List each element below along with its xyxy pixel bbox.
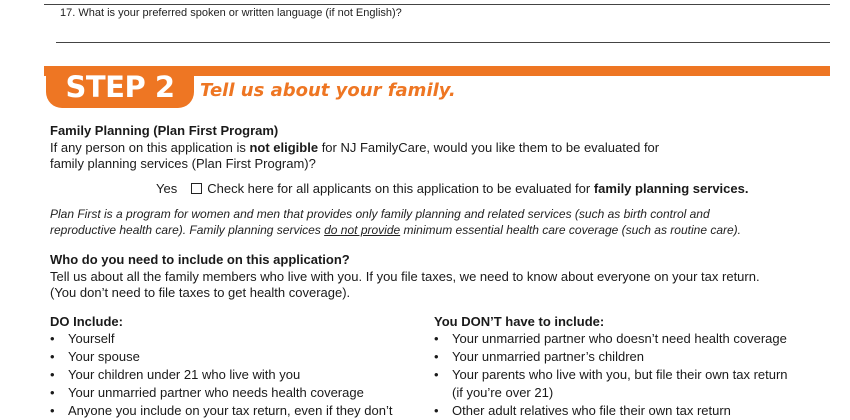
list-item: • Your spouse [46,348,416,366]
fp-question-bold: not eligible [249,140,319,155]
note-underline: do not provide [324,223,401,237]
include-description [50,269,760,301]
list-item-text: Your parents who live with you, but file their own tax return [452,367,788,382]
fp-question-line2: family planning services (Plan First Program)? [50,156,316,171]
list-item: • Other adult relatives who file their own tax return [430,402,830,420]
check-label-bold: family planning services. [593,181,749,196]
step-title: Tell us about your family. [200,80,456,101]
family-planning-question [50,140,659,172]
list-item: • Your unmarried partner who doesn’t need health coverage [430,330,830,348]
list-item: • Your unmarried partner who needs health coverage [46,384,416,402]
family-planning-checkbox[interactable] [191,183,202,194]
list-item: • Yourself [46,330,416,348]
top-rule [44,4,830,5]
list-item: • Your unmarried partner’s children [430,348,830,366]
list-item: • Your children under 21 who live with you [46,366,416,384]
include-line1: Tell us about all the family members who live with you. If you file taxes, we need to know about everyone on your tax return. [50,269,760,284]
check-label: Check here for all applicants on this application to be evaluated for [207,181,594,196]
fp-question-text-b: for NJ FamilyCare, would you like them to be evaluated for [318,140,660,155]
question-17-label: 17. What is your preferred spoken or written language (if not English)? [60,7,402,19]
question-17-answer-line[interactable] [56,42,830,43]
note-line1: Plan First is a program for women and men that provides only family planning and related services (such as birth control and [50,207,710,221]
plan-first-note [50,206,741,238]
yes-label: Yes [156,181,178,196]
include-heading: Who do you need to include on this application? [50,252,350,267]
list-item-continuation: (if you’re over 21) [452,385,554,400]
list-item [430,366,830,402]
fp-question-text-a: If any person on this application is [50,140,250,155]
family-planning-heading: Family Planning (Plan First Program) [50,123,279,138]
note-line2-b: minimum essential health care coverage (such as routine care). [400,223,742,237]
note-line2-a: reproductive health care). Family planning services [50,223,325,237]
do-include-heading: DO Include: [50,314,123,329]
do-include-list [46,330,416,420]
dont-include-heading: You DON’T have to include: [434,314,605,329]
dont-include-list [430,330,830,420]
family-planning-option [156,181,748,197]
list-item: • Anyone you include on your tax return, even if they don’t [46,402,416,420]
step-badge-label: STEP 2 [65,70,175,104]
include-line2: (You don’t need to file taxes to get health coverage). [50,285,351,300]
